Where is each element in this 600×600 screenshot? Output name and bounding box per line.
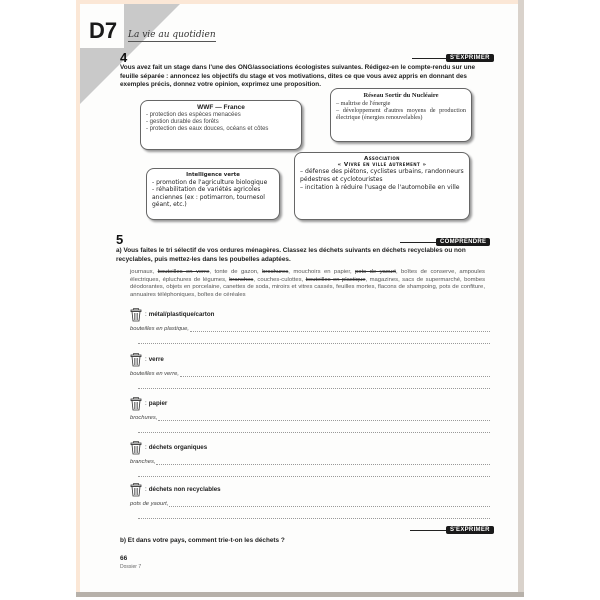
word: annuaires téléphoniques — [130, 291, 195, 298]
bin-section — [130, 307, 490, 344]
answer-dotted-line[interactable] — [138, 475, 490, 477]
card-title: Association — [364, 156, 400, 162]
word: boîtes de céréales — [197, 291, 246, 298]
bin-colon: : — [145, 443, 147, 451]
bin-section — [130, 440, 490, 477]
answer-line[interactable] — [130, 456, 490, 465]
bin-section — [130, 352, 490, 389]
word: boîtes de conserve — [401, 269, 455, 275]
answer-line[interactable] — [130, 323, 490, 332]
page-title: La vie au quotidien — [128, 30, 216, 40]
word: miroirs et vitres cassés — [271, 284, 333, 291]
answer-dotted-line[interactable] — [138, 387, 490, 389]
card-item: - gestion durable des forêts — [146, 119, 219, 126]
word: ampoules électriques — [130, 269, 485, 283]
card-item: – développement d'autres moyens de production électrique (énergies renouvelables) — [336, 107, 466, 122]
word: journaux — [130, 269, 153, 275]
word-struck: bouteilles en plastique — [305, 276, 366, 283]
bin-colon: : — [145, 399, 147, 407]
bin-colon: : — [145, 310, 147, 318]
card-subtitle: « Vivre en ville autrement » — [337, 162, 427, 168]
answer-dotted-line[interactable] — [138, 517, 490, 519]
card-vivre-en-ville-autrement — [294, 152, 470, 220]
bin-header — [130, 440, 490, 454]
word: tonte de gazon — [214, 269, 258, 275]
word: feuilles mortes — [336, 284, 375, 291]
word: pots de confiture — [439, 284, 484, 291]
bin-colon: : — [145, 485, 147, 493]
tag-label: S'EXPRIMER — [446, 54, 494, 62]
card-item: – maîtrise de l'énergie — [336, 100, 391, 107]
answer-dotted-line[interactable] — [169, 499, 490, 507]
answer-dotted-line[interactable] — [158, 413, 490, 421]
card-title: Réseau Sortir du Nucléaire — [363, 92, 439, 99]
trash-bin-icon — [130, 482, 142, 496]
trash-bin-icon — [130, 440, 142, 454]
answer-example: brochures, — [130, 415, 158, 421]
word: canettes de soda — [223, 284, 269, 291]
answer-example: pots de yaourt, — [130, 501, 169, 507]
exercise-5b-tag — [410, 526, 494, 534]
waste-word-list: journaux, bouteilles en verre, tonte de gazon, brochures, mouchoirs en papier, pots de yaourt, boîtes de conserve, ampoules électriques, épluchures de légumes, branches, couches-culottes, bouteilles en plastique, magazines, sacs de supermarché, bombes déodorantes, objets en porcelaine, canettes de soda, miroirs et vitres cassés, feuilles mortes, flacons de shampoing, pots de confiture, annuaires téléphoniques, boîtes de céréales — [130, 269, 486, 298]
dossier-code: D7 — [89, 18, 118, 43]
page-number: 66 — [120, 555, 128, 562]
bin-header — [130, 482, 490, 496]
dossier-label: Dossier 7 — [120, 564, 142, 570]
card-wwf-france — [140, 100, 302, 150]
answer-line[interactable] — [130, 498, 490, 507]
workbook-page — [80, 4, 518, 592]
word: couches-culottes — [257, 276, 302, 283]
card-intelligence-verte — [146, 168, 280, 220]
word: mouchoirs en papier — [293, 269, 350, 275]
card-item: – défense des piétons, cyclistes urbains, randonneurs pédestres et cyclotouristes — [300, 168, 464, 183]
bin-label: métal/plastique/carton — [148, 310, 215, 318]
card-item: - protection des eaux douces, océans et côtes — [146, 126, 269, 133]
tag-rule — [400, 242, 436, 243]
card-item: - réhabilitation de variétés agricoles anciennes (ex : potimarron, tournesol géant, etc.) — [152, 186, 265, 209]
exercise-5-question-b: b) Et dans votre pays, comment trie-t-on les déchets ? — [120, 537, 285, 544]
tag-label: COMPRENDRE — [436, 238, 490, 246]
bin-colon: : — [145, 355, 147, 363]
tag-rule — [410, 530, 446, 531]
answer-example: bouteilles en plastique, — [130, 326, 189, 332]
word: flacons de shampoing — [377, 284, 436, 291]
bin-label: verre — [148, 355, 164, 363]
word: épluchures de légumes — [162, 276, 226, 283]
card-item: - promotion de l'agriculture biologique — [152, 179, 268, 186]
word-struck: branches — [229, 276, 254, 283]
answer-example: branches, — [130, 459, 156, 465]
word: sacs de supermarché — [402, 276, 461, 283]
word-struck: bouteilles en verre — [157, 269, 210, 275]
answer-dotted-line[interactable] — [156, 457, 490, 465]
answer-dotted-line[interactable] — [138, 431, 490, 433]
exercise-5-tag — [400, 238, 490, 246]
card-title: WWF — France — [197, 104, 245, 111]
word-struck: pots de yaourt — [355, 269, 396, 275]
exercise-5-question-a: a) Vous faites le tri sélectif de vos ordures ménagères. Classez les déchets suivants en déchets recyclables ou non recyclables, puis mettez-les dans les poubelles adaptées. — [116, 247, 466, 263]
answer-dotted-line[interactable] — [190, 324, 490, 332]
card-item: – incitation à réduire l'usage de l'automobile en ville — [300, 183, 460, 191]
card-reseau-sortir-nucleaire — [330, 88, 472, 142]
trash-bin-icon — [130, 396, 142, 410]
exercise-4-instructions: Vous avez fait un stage dans l'une des ONG/associations écologistes suivantes. Rédigez-en le compte-rendu sur une feuille séparée : annoncez les objectifs du stage et vos motivations, dites ce que vous avez appris en donnant des exemples précis, donnez votre opinion, exprimez une proposition. — [120, 64, 476, 89]
answer-line[interactable] — [130, 412, 490, 421]
answer-example: bouteilles en verre, — [130, 371, 179, 377]
bin-label: déchets non recyclables — [148, 485, 221, 493]
exercise-4-tag — [412, 54, 494, 62]
card-title: Intelligence verte — [186, 172, 240, 178]
card-item: - protection des espèces menacées — [146, 112, 241, 118]
tag-label: S'EXPRIMER — [446, 526, 494, 534]
bin-label: papier — [148, 399, 168, 407]
word-struck: brochures — [262, 269, 289, 275]
bin-header — [130, 396, 490, 410]
trash-bin-icon — [130, 352, 142, 366]
tag-rule — [412, 58, 446, 59]
page-border — [76, 0, 523, 596]
answer-dotted-line[interactable] — [138, 342, 490, 344]
word: bombes déodorantes — [130, 276, 486, 291]
bin-label: déchets organiques — [148, 443, 208, 451]
exercise-5-number: 5 — [116, 232, 124, 247]
bin-header — [130, 352, 490, 366]
page-shadow-bottom — [76, 592, 524, 597]
word: objets en porcelaine — [166, 284, 220, 291]
answer-line[interactable] — [130, 368, 490, 377]
exercise-4-number: 4 — [120, 50, 128, 65]
trash-bin-icon — [130, 307, 142, 321]
page-shadow-right — [518, 0, 524, 596]
bin-header — [130, 307, 490, 321]
word: magazines — [369, 276, 399, 283]
bin-section — [130, 396, 490, 433]
bin-section — [130, 482, 490, 519]
answer-dotted-line[interactable] — [180, 369, 490, 377]
